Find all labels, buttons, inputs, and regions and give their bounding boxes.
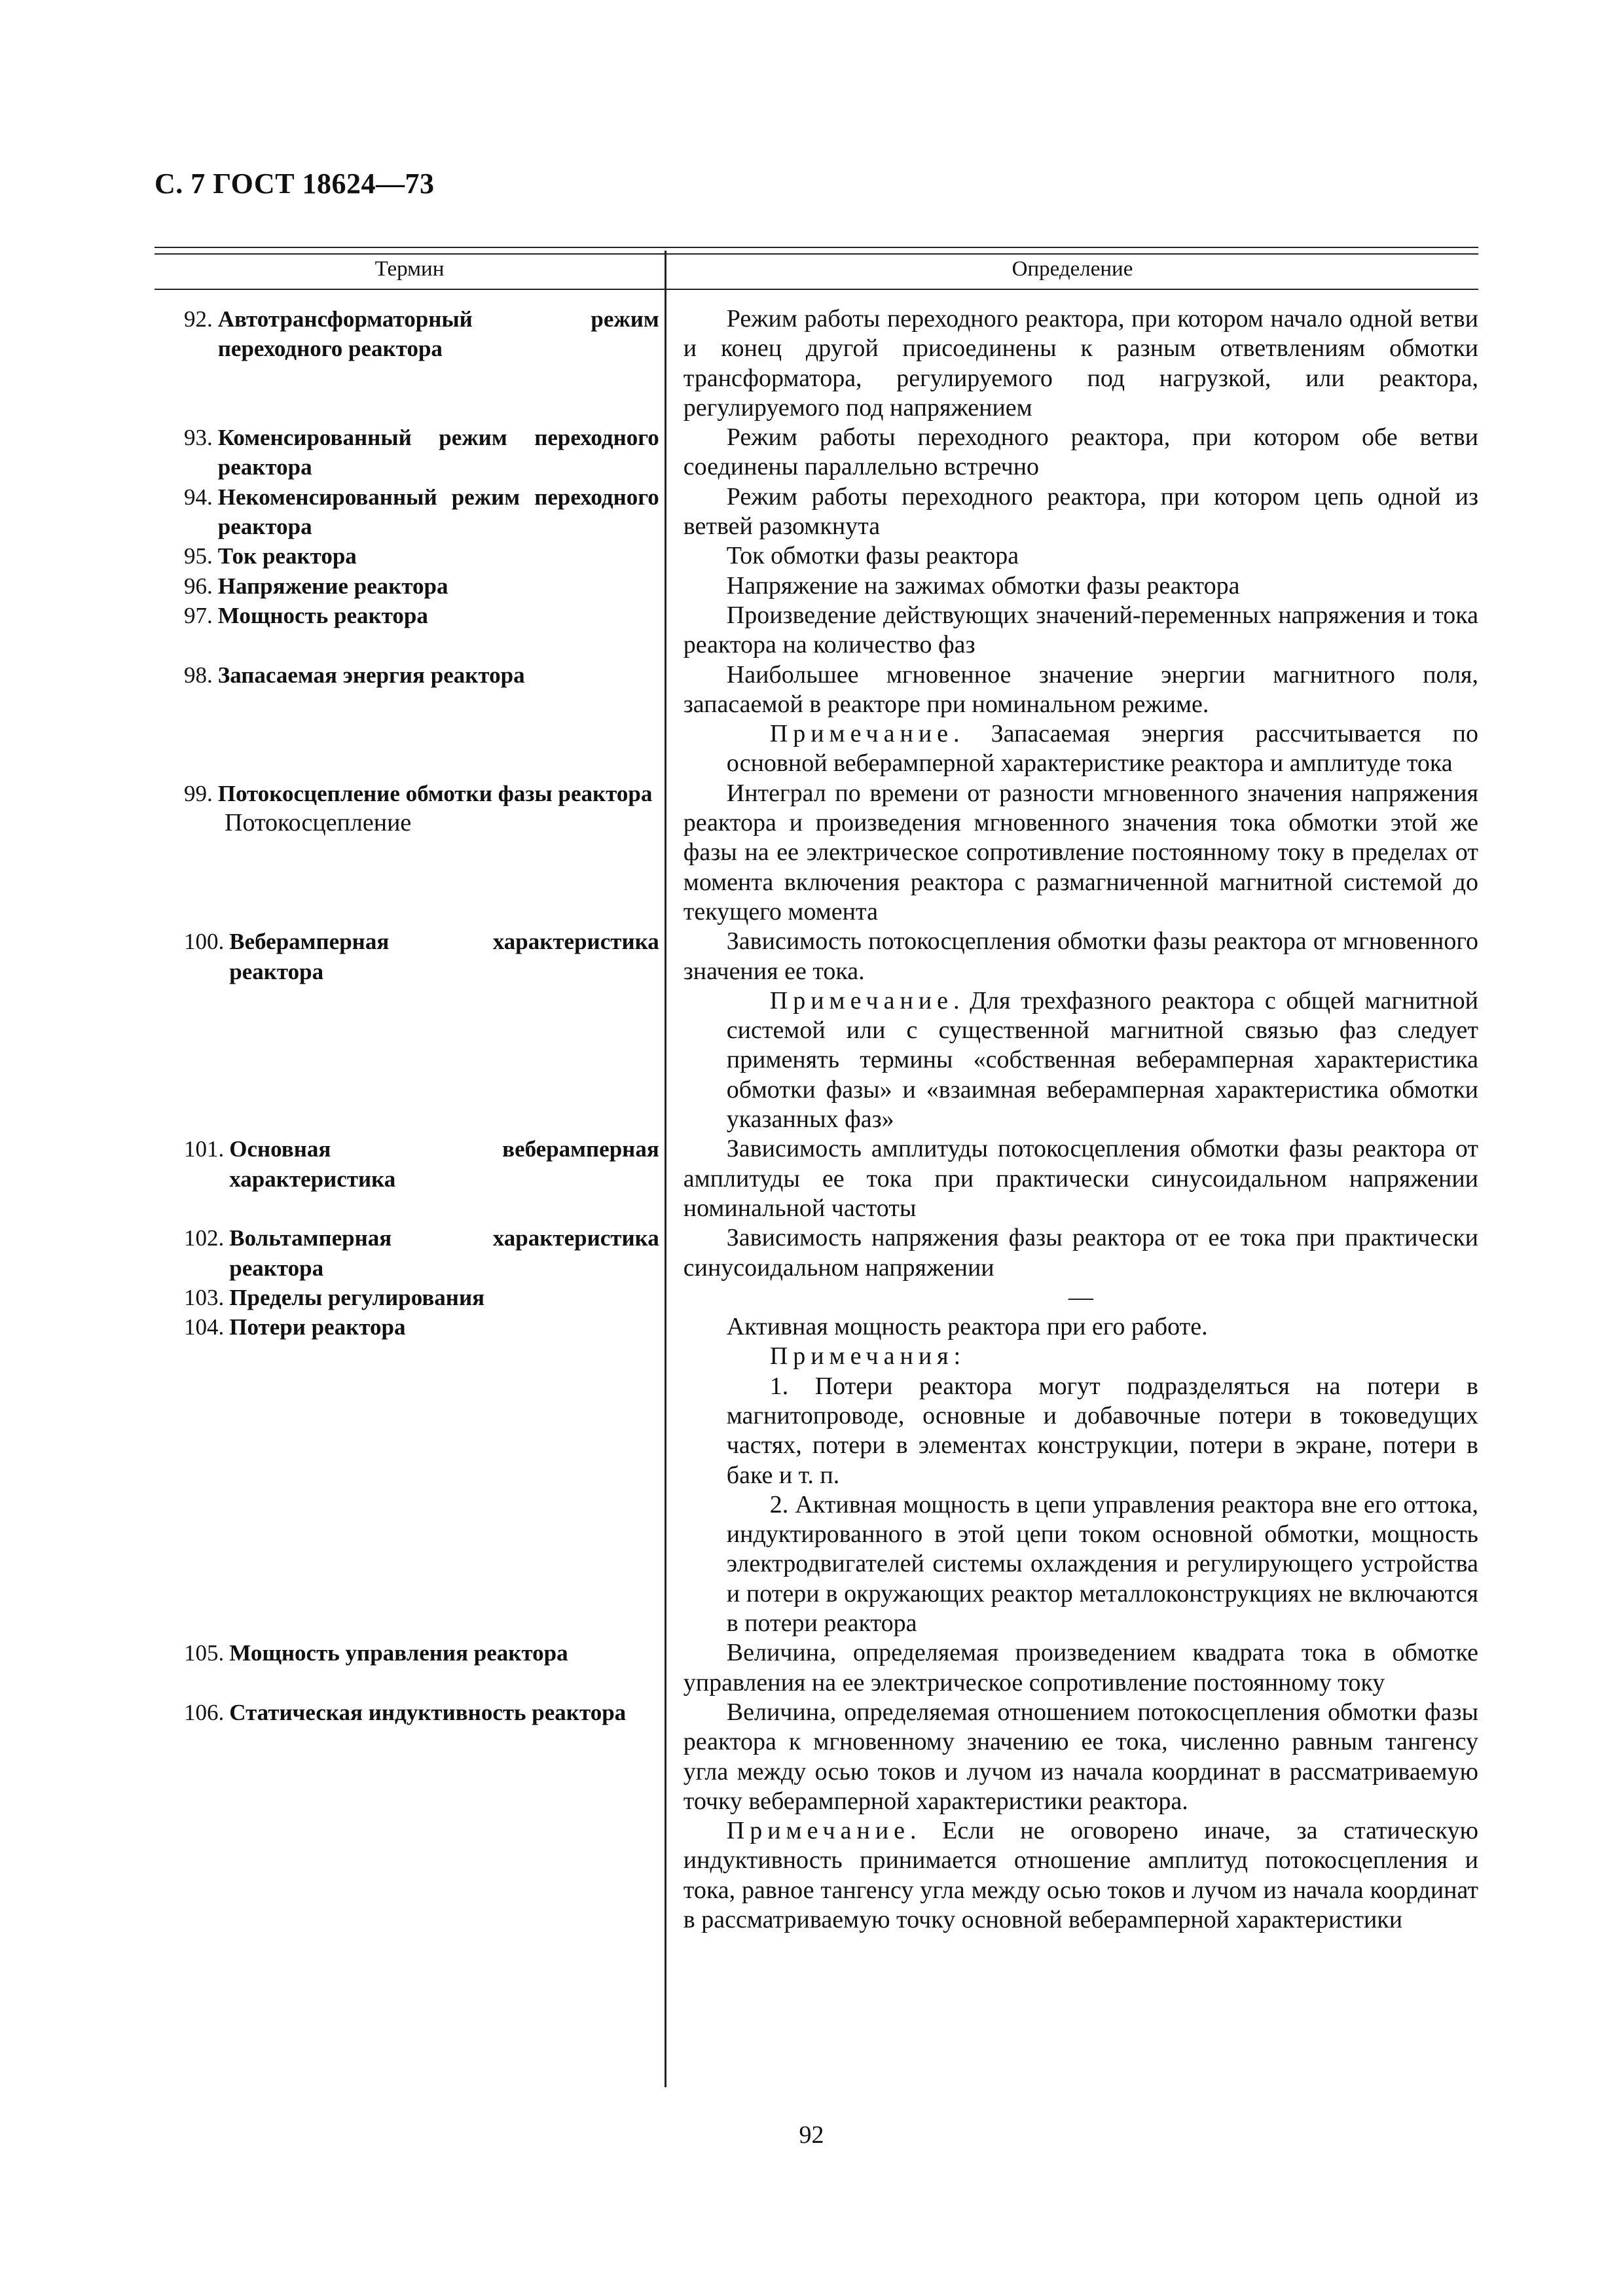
page-header: С. 7 ГОСТ 18624—73 bbox=[155, 168, 435, 200]
term-number: 104. bbox=[184, 1314, 225, 1340]
term-cell bbox=[155, 1638, 659, 1668]
term-cell bbox=[155, 927, 659, 986]
definition-cell bbox=[684, 482, 1478, 542]
term-number: 102. bbox=[184, 1225, 225, 1251]
note-text: . Если не оговорено иначе, за статическую индуктивность принимается отношение амплитуд потокосцепления и тока, равное тангенсу угла между осью токов и лучом из начала координат в рассматриваемую точку основной веберамперной характеристики bbox=[683, 1817, 1478, 1934]
term-cell bbox=[155, 571, 659, 601]
note-label: Примечание bbox=[726, 1817, 911, 1845]
table-top-rule-inner bbox=[155, 253, 1478, 255]
definition-text: Произведение действующих значений-переменных напряжения и тока реактора на количество фаз bbox=[683, 601, 1478, 659]
note bbox=[684, 986, 1478, 1134]
note-text: . Запасаемая энергия рассчитывается по основной веберамперной характеристике реактора и амплитуде тока bbox=[726, 720, 1478, 778]
term-number: 106. bbox=[184, 1699, 225, 1725]
term-number: 103. bbox=[184, 1284, 225, 1310]
term-cell bbox=[155, 1312, 659, 1342]
term-number: 94. bbox=[184, 484, 213, 510]
term-name: Статическая индуктивность реактора bbox=[229, 1699, 627, 1725]
definition-text: Режим работы переходного реактора, при котором цепь одной из ветвей разомкнута bbox=[683, 482, 1478, 541]
definition-text: Ток обмотки фазы реактора bbox=[726, 542, 1019, 570]
definition-text: Режим работы переходного реактора, при котором обе ветви соединены параллельно встречно bbox=[683, 423, 1478, 481]
note-label: Примечание bbox=[769, 986, 954, 1014]
definition-text: Наибольшее мгновенное значение энергии магнитного поля, запасаемой в реакторе при номинальном режиме. bbox=[683, 660, 1478, 718]
table-row bbox=[155, 304, 1478, 423]
table-row bbox=[155, 482, 1478, 542]
term-name: Коменсированный режим переходного реактора bbox=[217, 425, 659, 480]
term-cell bbox=[155, 779, 659, 838]
definition-cell bbox=[684, 423, 1478, 482]
term-name: Вольтамперная характеристика реактора bbox=[229, 1225, 659, 1281]
definition-cell bbox=[684, 927, 1478, 1134]
table-row bbox=[155, 927, 1478, 1134]
definition-cell bbox=[684, 1134, 1478, 1223]
term-cell bbox=[155, 1134, 659, 1194]
term-number: 96. bbox=[184, 573, 213, 599]
definition-dash: — bbox=[1068, 1283, 1093, 1311]
table-row bbox=[155, 1638, 1478, 1698]
term-number: 92. bbox=[184, 306, 213, 332]
note-item: 2. Активная мощность в цепи управления реактора вне его оттока, индуктированного в этой цепи током основной обмотки, мощность электродвигателей системы охлаждения и регулирующего устройства и потери в окружающих реактор металлоконструкциях не включаются в потери реактора bbox=[726, 1490, 1478, 1638]
terms-table bbox=[155, 304, 1478, 1935]
table-row bbox=[155, 1312, 1478, 1638]
term-synonym: Потокосцепление bbox=[225, 809, 412, 837]
definition-text: Напряжение на зажимах обмотки фазы реактора bbox=[726, 571, 1240, 600]
term-cell bbox=[155, 482, 659, 542]
definition-text: Величина, определяемая отношением потокосцепления обмотки фазы реактора к мгновенному значению ее тока, численно равным тангенсу угла между осью токов и лучом из начала координат в рассматриваемую точку веберамперной характеристики реактора. bbox=[683, 1698, 1478, 1815]
note-label: Примечание bbox=[769, 720, 954, 748]
term-number: 100. bbox=[184, 929, 225, 955]
table-row bbox=[155, 601, 1478, 660]
term-cell bbox=[155, 1283, 659, 1312]
term-cell bbox=[155, 423, 659, 482]
definition-text: Активная мощность реактора при его работе. bbox=[726, 1313, 1208, 1341]
table-row bbox=[155, 779, 1478, 927]
definition-cell bbox=[684, 601, 1478, 660]
term-name: Мощность реактора bbox=[217, 602, 428, 628]
definition-cell bbox=[684, 1312, 1478, 1638]
term-number: 99. bbox=[184, 780, 213, 806]
note bbox=[684, 719, 1478, 779]
definition-cell bbox=[684, 660, 1478, 779]
definition-cell bbox=[684, 304, 1478, 423]
term-cell bbox=[155, 541, 659, 571]
term-cell bbox=[155, 304, 659, 364]
term-name: Мощность управления реактора bbox=[229, 1640, 568, 1666]
table-row bbox=[155, 660, 1478, 779]
page-number: 92 bbox=[799, 2121, 824, 2149]
column-header-term: Термин bbox=[374, 257, 445, 281]
definition-text: Интеграл по времени от разности мгновенного значения напряжения реактора и произведения мгновенного значения тока обмотки этой же фазы на ее электрическое сопротивление постоянному току в пределах от момента включения реактора с размагниченной магнитной системой до текущего момента bbox=[683, 779, 1478, 925]
term-cell bbox=[155, 1223, 659, 1283]
term-name: Напряжение реактора bbox=[217, 573, 448, 599]
term-cell bbox=[155, 601, 659, 630]
table-row bbox=[155, 423, 1478, 482]
column-header-definition: Определение bbox=[1012, 257, 1133, 281]
table-row bbox=[155, 1134, 1478, 1223]
term-name: Некоменсированный режим переходного реактора bbox=[217, 484, 659, 540]
note-item: 1. Потери реактора могут подразделяться на потери в магнитопроводе, основные и добавочные потери в токоведущих частях, потери в элементах конструкции, потери в экране, потери в баке и т. п. bbox=[726, 1372, 1478, 1489]
definition-cell bbox=[684, 1698, 1478, 1935]
note bbox=[684, 1816, 1478, 1935]
table-row bbox=[155, 1223, 1478, 1283]
term-name: Автотрансформаторный режим переходного реактора bbox=[217, 306, 659, 362]
term-name: Основная веберамперная характеристика bbox=[229, 1136, 659, 1192]
definition-text: Зависимость потокосцепления обмотки фазы реактора от мгновенного значения ее тока. bbox=[683, 927, 1478, 985]
definition-text: Режим работы переходного реактора, при котором начало одной ветви и конец другой присоединены к разным ответвлениям обмотки трансформатора, регулируемого под нагрузкой, или реактора, регулируемого под напряжением bbox=[683, 305, 1478, 422]
term-number: 98. bbox=[184, 662, 213, 688]
term-number: 95. bbox=[184, 543, 213, 569]
term-number: 97. bbox=[184, 602, 213, 628]
term-name: Веберамперная характеристика реактора bbox=[229, 929, 659, 984]
definition-cell bbox=[684, 1223, 1478, 1283]
table-top-rule bbox=[155, 247, 1478, 248]
definition-text: Величина, определяемая произведением квадрата тока в обмотке управления на ее электрическое сопротивление постоянному току bbox=[683, 1639, 1478, 1696]
term-number: 93. bbox=[184, 425, 213, 451]
term-number: 101. bbox=[184, 1136, 225, 1162]
definition-text: Зависимость амплитуды потокосцепления обмотки фазы реактора от амплитуды ее тока при практически синусоидальном напряжении номинальной частоты bbox=[683, 1135, 1478, 1222]
term-name: Запасаемая энергия реактора bbox=[217, 662, 525, 688]
table-row bbox=[155, 571, 1478, 601]
definition-cell bbox=[684, 571, 1478, 601]
definition-text: Зависимость напряжения фазы реактора от ее тока при практически синусоидальном напряжении bbox=[683, 1224, 1478, 1282]
definition-cell bbox=[684, 541, 1478, 571]
header-rule bbox=[155, 289, 1478, 290]
table-row bbox=[155, 1698, 1478, 1935]
definition-cell bbox=[684, 1638, 1478, 1698]
term-name: Ток реактора bbox=[217, 543, 357, 569]
term-name: Потокосцепление обмотки фазы реактора bbox=[217, 780, 653, 806]
notes-label: Примечания: bbox=[769, 1342, 966, 1371]
definition-cell bbox=[684, 779, 1478, 927]
definition-cell bbox=[684, 1283, 1478, 1312]
term-cell bbox=[155, 660, 659, 690]
table-row bbox=[155, 1283, 1478, 1312]
term-number: 105. bbox=[184, 1640, 225, 1666]
table-row bbox=[155, 541, 1478, 571]
term-name: Потери реактора bbox=[229, 1314, 406, 1340]
term-cell bbox=[155, 1698, 659, 1727]
term-name: Пределы регулирования bbox=[229, 1284, 485, 1310]
note-text: . Для трехфазного реактора с общей магнитной системой или с существенной магнитной связью фаз следует применять термины «собственная веберамперная характеристика обмотки фазы» и «взаимная веберамперная характеристика обмотки указанных фаз» bbox=[726, 986, 1478, 1134]
